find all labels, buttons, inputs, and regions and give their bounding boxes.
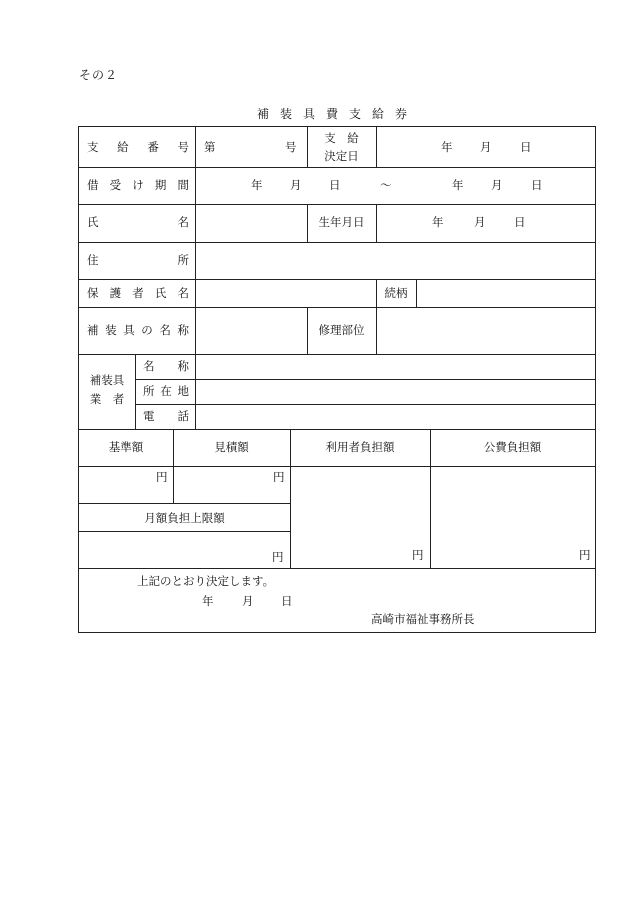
- rental-start-year: 年: [251, 178, 263, 192]
- col-label-divider: [195, 127, 196, 429]
- decision-date-label-2: 決定日: [324, 149, 359, 163]
- issue-number-label: 支 給 番 号: [87, 140, 189, 154]
- rule-12: [79, 531, 290, 532]
- rule-6: [79, 354, 595, 355]
- birth-year: 年: [432, 215, 444, 229]
- rental-tilde: ～: [380, 178, 392, 192]
- relation-label: 続柄: [384, 286, 408, 300]
- col-div-h: [376, 307, 377, 354]
- rule-13: [79, 568, 595, 569]
- rule-8: [135, 404, 595, 405]
- base-amount-header: 基準額: [108, 440, 144, 454]
- footer-month: 月: [242, 594, 254, 608]
- issue-number-go: 号: [285, 140, 297, 154]
- issuer-name: 高崎市福祉事務所長: [371, 612, 475, 626]
- rule-5: [79, 307, 595, 308]
- col-div-f: [416, 279, 417, 307]
- rule-1: [79, 167, 595, 168]
- rule-2: [79, 204, 595, 205]
- monthly-limit-label: 月額負担上限額: [144, 511, 225, 525]
- vendor-location-label: 所 在 地: [143, 384, 189, 398]
- col-div-amt-1: [173, 429, 174, 503]
- name-label: 氏 名: [87, 215, 189, 229]
- rental-end-day: 日: [531, 178, 543, 192]
- decision-date-label-1: 支 給: [324, 131, 359, 145]
- address-label: 住 所: [87, 253, 189, 267]
- col-div-d: [376, 204, 377, 242]
- guardian-name-label: 保 護 者 氏 名: [87, 286, 189, 300]
- decision-date-year: 年: [441, 140, 453, 154]
- rental-start-day: 日: [329, 178, 341, 192]
- birth-month: 月: [474, 215, 486, 229]
- page-label: その２: [79, 68, 119, 82]
- issue-number-dai: 第: [204, 140, 216, 154]
- footer-day: 日: [281, 594, 293, 608]
- base-amount-yen: 円: [156, 470, 168, 484]
- birth-day: 日: [514, 215, 526, 229]
- decision-date-month: 月: [480, 140, 492, 154]
- rule-9: [79, 429, 595, 430]
- footer-year: 年: [202, 594, 214, 608]
- repair-part-label: 修理部位: [318, 323, 365, 337]
- vendor-label-2: 業 者: [89, 392, 125, 406]
- device-name-label: 補 装 具 の 名 称: [87, 323, 189, 337]
- public-burden-yen: 円: [579, 548, 591, 562]
- decision-statement: 上記のとおり決定します。: [137, 574, 275, 588]
- rule-3: [79, 242, 595, 243]
- decision-date-day: 日: [520, 140, 532, 154]
- rule-11: [79, 503, 290, 504]
- rule-7: [135, 379, 595, 380]
- rule-4: [79, 279, 595, 280]
- estimate-yen: 円: [273, 470, 285, 484]
- estimate-header: 見積額: [214, 440, 249, 454]
- rental-start-month: 月: [290, 178, 302, 192]
- vendor-name-label: 名 称: [143, 359, 189, 373]
- user-burden-header: 利用者負担額: [325, 440, 395, 454]
- rule-10: [79, 466, 595, 467]
- rental-end-month: 月: [491, 178, 503, 192]
- col-div-b: [376, 127, 377, 167]
- col-div-vendor: [135, 354, 136, 429]
- monthly-limit-yen: 円: [272, 550, 284, 564]
- rental-period-label: 借 受 け 期 間: [87, 178, 189, 192]
- public-burden-header: 公費負担額: [483, 440, 542, 454]
- vendor-phone-label: 電 話: [143, 409, 189, 423]
- rental-end-year: 年: [452, 178, 464, 192]
- document-title: 補装具費支給券: [256, 107, 418, 121]
- user-burden-yen: 円: [412, 548, 424, 562]
- birth-date-label: 生年月日: [318, 215, 365, 229]
- vendor-label-1: 補装具: [89, 373, 125, 387]
- voucher-form: [78, 126, 596, 633]
